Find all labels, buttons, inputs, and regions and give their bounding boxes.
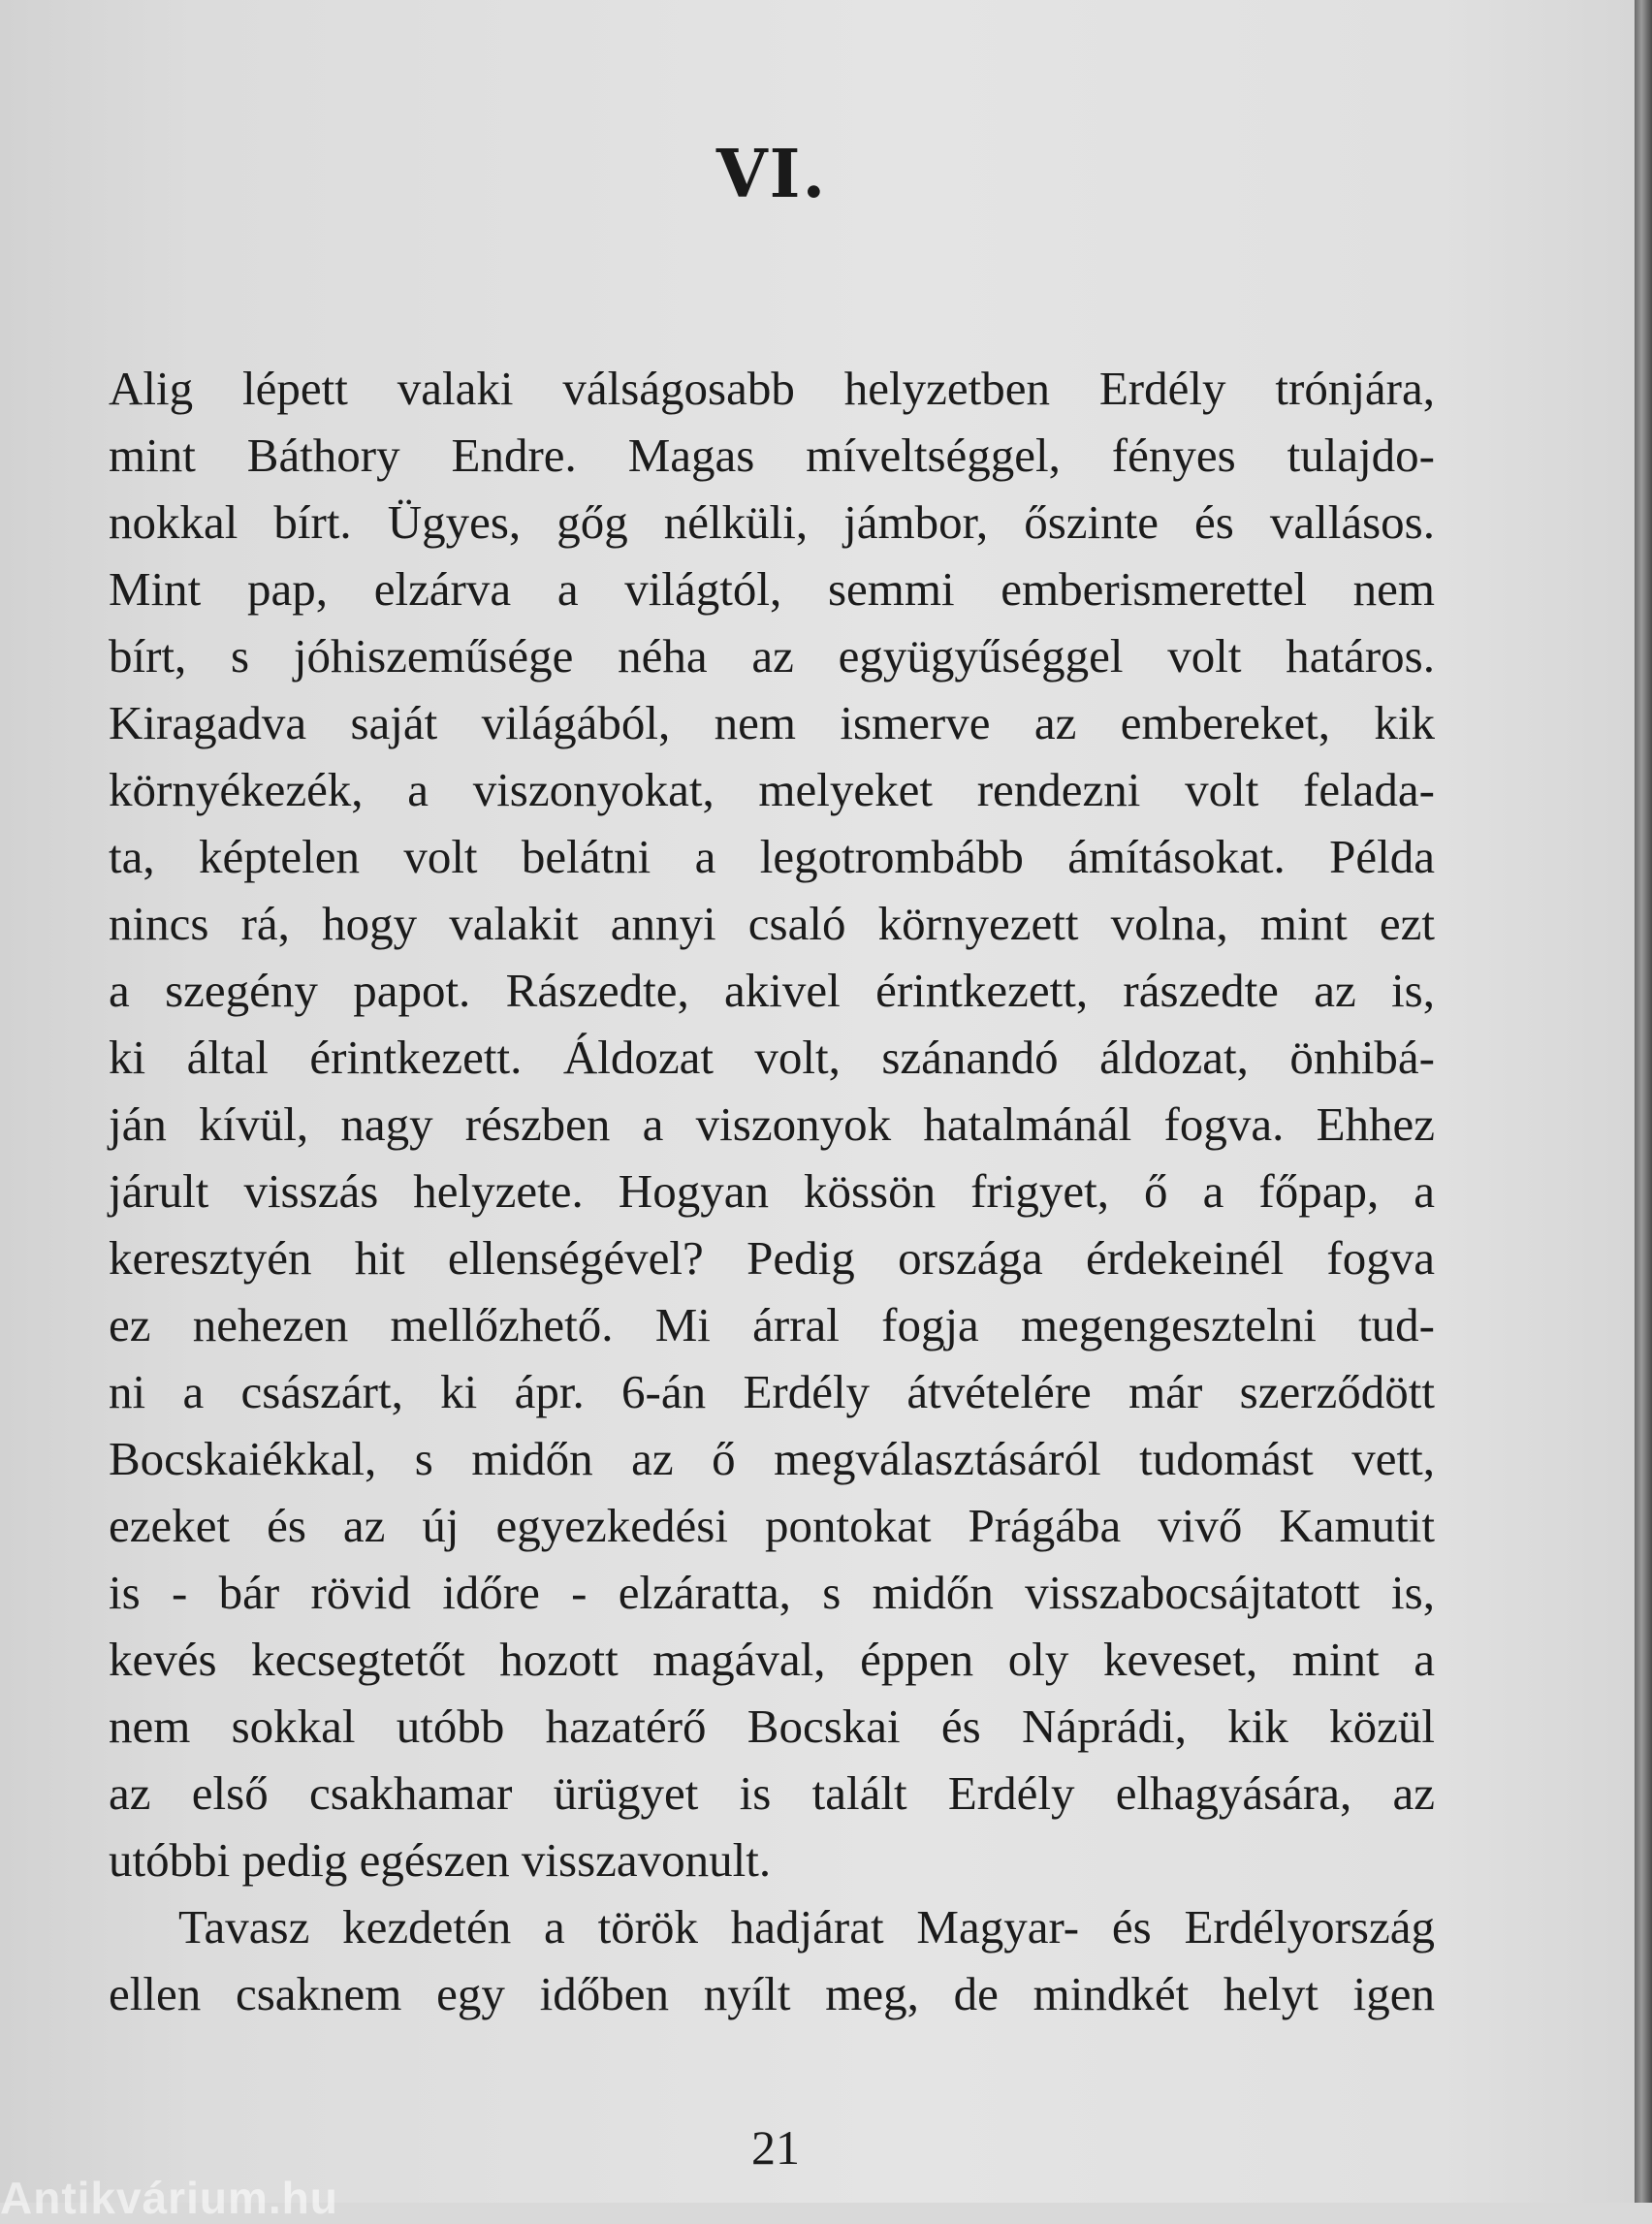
body-text <box>109 355 1435 2027</box>
text-line: nokkal bírt. Ügyes, gőg nélküli, jámbor, őszinte és vallásos. <box>109 495 1435 549</box>
text-line: kevés kecsegtetőt hozott magával, éppen oly keveset, mint a <box>109 1633 1435 1686</box>
text-line: ján kívül, nagy részben a viszonyok hatalmánál fogva. Ehhez <box>109 1097 1435 1151</box>
chapter-title: VI. <box>715 136 828 213</box>
text-line: keresztyén hit ellenségével? Pedig országa érdekeinél fogva <box>109 1231 1435 1285</box>
paragraph-1 <box>109 355 1435 1893</box>
text-line: Bocskaiékkal, s midőn az ő megválasztásáról tudomást vett, <box>109 1432 1435 1485</box>
text-line: ellen csaknem egy időben nyílt meg, de mindkét helyt igen <box>109 1967 1435 2020</box>
text-line: ezeket és az új egyezkedési pontokat Prágába vivő Kamutit <box>109 1499 1435 1552</box>
text-line: ez nehezen mellőzhető. Mi árral fogja megengesztelni tud- <box>109 1298 1435 1351</box>
paragraph-2 <box>109 1893 1435 2027</box>
text-line: utóbbi pedig egészen visszavonult. <box>109 1833 772 1887</box>
text-line: járult visszás helyzete. Hogyan kössön frigyet, ő a főpap, a <box>109 1164 1435 1218</box>
page-edge-shadow <box>1635 0 1652 2203</box>
text-line: is - bár rövid időre - elzáratta, s midőn visszabocsájtatott is, <box>109 1566 1435 1619</box>
text-line: ni a császárt, ki ápr. 6-án Erdély átvételére már szerződött <box>109 1365 1435 1418</box>
text-line: Kiragadva saját világából, nem ismerve az embereket, kik <box>109 696 1435 749</box>
text-line: nem sokkal utóbb hazatérő Bocskai és Náprádi, kik közül <box>109 1700 1435 1753</box>
text-line: környékezék, a viszonyokat, melyeket rendezni volt felada- <box>109 763 1435 816</box>
text-line: a szegény papot. Rászedte, akivel érintkezett, rászedte az is, <box>109 964 1435 1017</box>
text-line: az első csakhamar ürügyet is talált Erdély elhagyására, az <box>109 1766 1435 1820</box>
text-line: mint Báthory Endre. Magas míveltséggel, fényes tulajdo- <box>109 429 1435 482</box>
text-line: nincs rá, hogy valakit annyi csaló környezett volna, mint ezt <box>109 897 1435 950</box>
page-number: 21 <box>751 2120 800 2175</box>
watermark: Antikvárium.hu <box>0 2173 338 2223</box>
text-line: Tavasz kezdetén a török hadjárat Magyar- és Erdélyország <box>178 1900 1435 1954</box>
text-line: Mint pap, elzárva a világtól, semmi emberismerettel nem <box>109 562 1435 616</box>
text-line: ki által érintkezett. Áldozat volt, szánandó áldozat, önhibá- <box>109 1031 1435 1084</box>
text-line: bírt, s jóhiszeműsége néha az együgyűséggel volt határos. <box>109 629 1435 683</box>
text-line: Alig lépett valaki válságosabb helyzetben Erdély trónjára, <box>109 362 1435 415</box>
text-line: ta, képtelen volt belátni a legotrombább ámításokat. Példa <box>109 830 1435 883</box>
